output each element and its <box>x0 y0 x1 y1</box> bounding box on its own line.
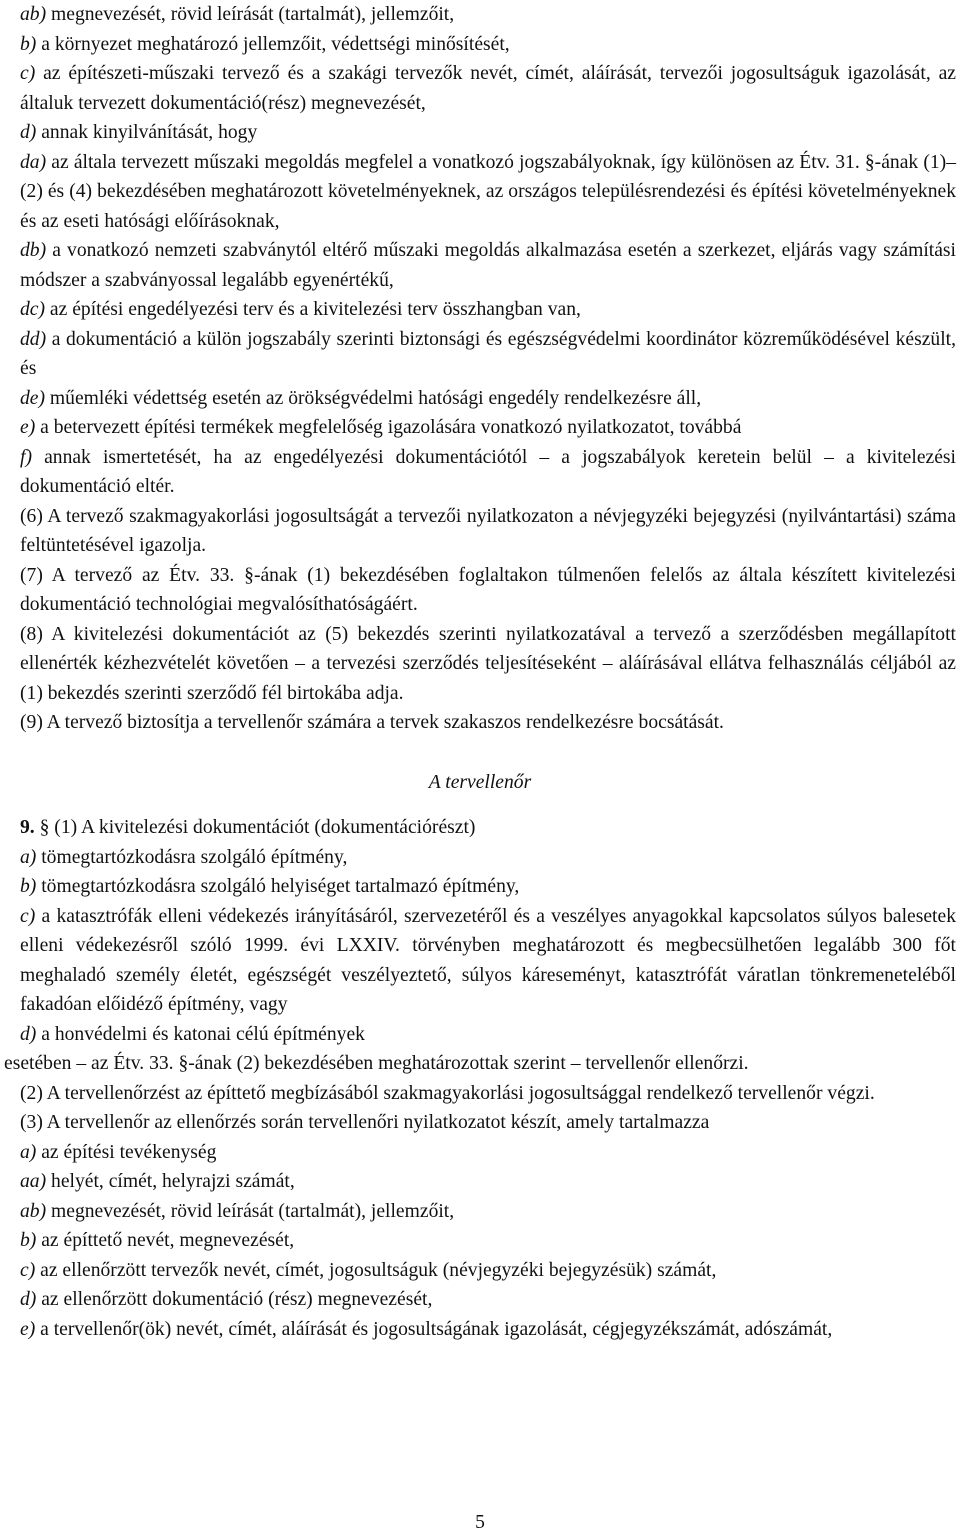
s9-list-aa: aa) helyét, címét, helyrajzi számát, <box>20 1171 295 1192</box>
section-9-intro: 9. § (1) A kivitelezési dokumentációt (dokumentációrészt) <box>20 817 476 838</box>
paragraph-9: (9) A tervező biztosítja a tervellenőr számára a tervek szakaszos rendelkezésre bocsátását. <box>20 712 724 733</box>
s9-list-c: c) az ellenőrzött tervezők nevét, címét, jogosultságuk (névjegyzéki bejegyzésük) számát, <box>20 1259 717 1281</box>
s9-list-b: b) az építtető nevét, megnevezését, <box>20 1230 295 1251</box>
list-item-db: db) a vonatkozó nemzeti szabványtól eltérő műszaki megoldás alkalmazása esetén a szerkezet, eljárás vagy számítási módszer a szabványossal legalább egyenértékű, <box>20 240 956 291</box>
list-item-d: d) annak kinyilvánítását, hogy <box>20 122 258 143</box>
s9-item-d: d) a honvédelmi és katonai célú építmények <box>20 1023 365 1045</box>
s9-paragraph-3: (3) A tervellenőr az ellenőrzés során tervellenőri nyilatkozatot készít, amely tartalmazza <box>20 1112 710 1133</box>
s9-item-c: c) a katasztrófák elleni védekezés irányításáról, szervezetéről és a veszélyes anyagokkal kapcsolatos súlyos balesetek elleni védekezésről szóló 1999. évi LXXIV. törvényben meghatározott és megbecsülhetően legalább 300 főt meghaladó személy életét, egészségét veszélyeztető, súlyos káreseményt, katasztrófát váratlan tönkremeneteléből fakadóan előidéző építmény, vagy <box>20 905 956 1015</box>
paragraph-7: (7) A tervező az Étv. 33. §-ának (1) bekezdésében foglaltakon túlmenően felelős az általa készített kivitelezési dokumentáció technológiai megvalósíthatóságáért. <box>20 564 956 615</box>
page-number: 5 <box>475 1512 485 1533</box>
list-item-e: e) a betervezett építési termékek megfelelőség igazolására vonatkozó nyilatkozatot, továbbá <box>20 417 742 438</box>
s9-item-b: b) tömegtartózkodásra szolgáló helyiséget tartalmazó építmény, <box>20 876 520 897</box>
s9-list-ab: ab) megnevezését, rövid leírását (tartalmát), jellemzőit, <box>20 1200 455 1222</box>
list-item-dc: dc) az építési engedélyezési terv és a kivitelezési terv összhangban van, <box>20 299 581 320</box>
paragraph-6: (6) A tervező szakmagyakorlási jogosultságát a tervezői nyilatkozaton a névjegyzéki bejegyzési (nyilvántartási) száma feltüntetésével igazolja. <box>20 505 956 556</box>
list-item-de: de) műemléki védettség esetén az örökségvédelmi hatósági engedély rendelkezésre áll, <box>20 387 702 409</box>
s9-item-a: a) tömegtartózkodásra szolgáló építmény, <box>20 846 348 868</box>
list-item-b: b) a környezet meghatározó jellemzőit, védettségi minősítését, <box>20 33 510 55</box>
s9-list-a: a) az építési tevékenység <box>20 1141 217 1163</box>
list-item-dd: dd) a dokumentáció a külön jogszabály szerinti biztonsági és egészségvédelmi koordinátor közreműködésével készült, és <box>20 328 956 379</box>
s9-list-e: e) a tervellenőr(ök) nevét, címét, aláírását és jogosultságának igazolását, cégjegyzékszámát, adószámát, <box>20 1318 833 1340</box>
list-item-c: c) az építészeti-műszaki tervező és a szakági tervezők nevét, címét, aláírását, tervezői jogosultságuk igazolását, az általuk tervezett dokumentáció(rész) megnevezését, <box>20 63 956 114</box>
page-body <box>4 0 956 1344</box>
paragraph-8: (8) A kivitelezési dokumentációt az (5) bekezdés szerinti nyilatkozatával a tervező a szerződésben megállapított ellenérték kézhezvételét követően – a tervezési szerződés teljesítéseként – aláírásával ellátva felhasználás céljából az (1) bekezdés szerinti szerződő fél birtokába adja. <box>20 623 956 704</box>
s9-paragraph-2: (2) A tervellenőrzést az építtető megbízásából szakmagyakorlási jogosultsággal rendelkező tervellenőr végzi. <box>20 1082 875 1104</box>
s9-list-d: d) az ellenőrzött dokumentáció (rész) megnevezését, <box>20 1289 433 1310</box>
section-number: 9. <box>20 817 35 838</box>
s9-closing: esetében – az Étv. 33. §-ának (2) bekezdésében meghatározottak szerint – tervellenőr ellenőrzi. <box>4 1053 749 1074</box>
list-item-da: da) az általa tervezett műszaki megoldás megfelel a vonatkozó jogszabályoknak, így különösen az Étv. 31. §-ának (1)–(2) és (4) bekezdésében meghatározott követelményeknek, az országos településrendezési és építési követelményeknek és az eseti hatósági előírásoknak, <box>20 151 956 232</box>
section-title: A tervellenőr <box>428 771 532 793</box>
list-item-f: f) annak ismertetését, ha az engedélyezési dokumentációtól – a jogszabályok keretein belül – a kivitelezési dokumentáció eltér. <box>20 446 956 497</box>
list-item-ab: ab) megnevezését, rövid leírását (tartalmát), jellemzőit, <box>20 4 455 25</box>
